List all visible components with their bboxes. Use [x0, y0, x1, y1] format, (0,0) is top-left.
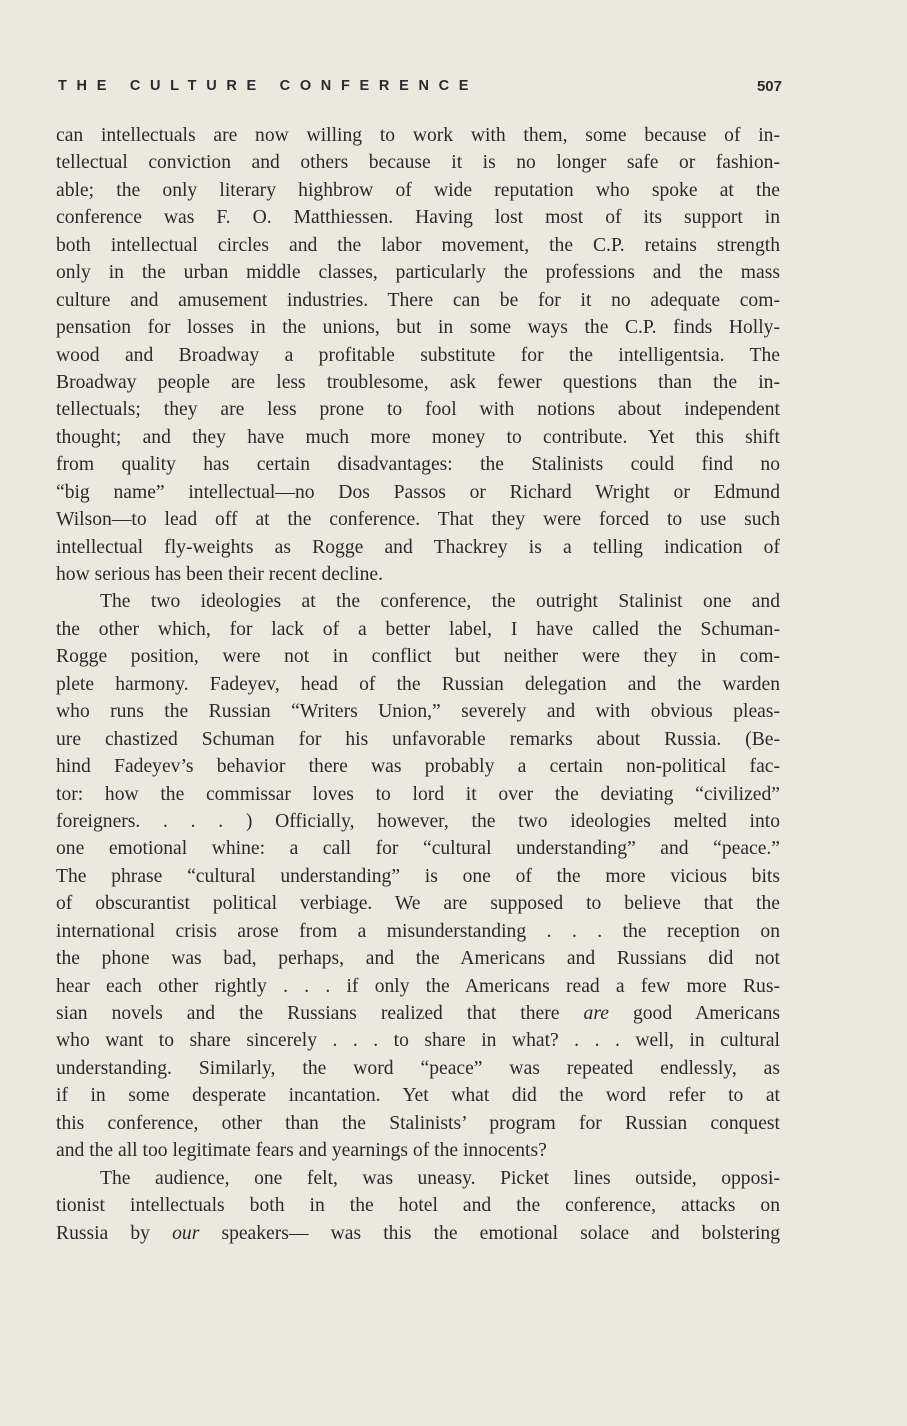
text-line: this conference, other than the Stalinists’ program for Russian conquest [56, 1112, 780, 1134]
text-line: wood and Broadway a profitable substitute for the intelligentsia. The [56, 344, 780, 366]
text-line: thought; and they have much more money to contribute. Yet this shift [56, 426, 780, 448]
text-line: how serious has been their recent decline. [56, 564, 383, 585]
text-line: both intellectual circles and the labor movement, the C.P. retains strength [56, 234, 780, 256]
running-head: THE CULTURE CONFERENCE [58, 78, 479, 94]
text-line: culture and amusement industries. There can be for it no adequate com- [56, 289, 780, 311]
text-line: if in some desperate incantation. Yet what did the word refer to at [56, 1085, 780, 1107]
text-line: can intellectuals are now willing to work with them, some because of in- [56, 125, 780, 146]
text-line: intellectual fly-weights as Rogge and Thackrey is a telling indication of [56, 536, 780, 558]
text-line: tellectuals; they are less prone to fool with notions about independent [56, 399, 780, 421]
body-text [56, 122, 780, 1247]
text-run: sian novels and the Russians realized that there [56, 1003, 584, 1024]
text-line: Broadway people are less troublesome, ask fewer questions than the in- [56, 371, 780, 393]
text-line: The two ideologies at the conference, the outright Stalinist one and [100, 591, 780, 613]
text-line: the other which, for lack of a better label, I have called the Schuman- [56, 618, 780, 640]
text-line: ure chastized Schuman for his unfavorable remarks about Russia. (Be- [56, 728, 780, 750]
text-line: of obscurantist political verbiage. We are supposed to believe that the [56, 893, 780, 915]
text-line: and the all too legitimate fears and yearnings of the innocents? [56, 1140, 547, 1162]
paragraph [56, 588, 780, 1164]
text-line: able; the only literary highbrow of wide reputation who spoke at the [56, 179, 780, 201]
italic-word: our [172, 1222, 200, 1244]
text-line-with-italic [56, 1000, 780, 1027]
text-line: Wilson—to lead off at the conference. That they were forced to use such [56, 509, 780, 531]
paragraph [56, 1165, 780, 1247]
text-line: “big name” intellectual—no Dos Passos or Richard Wright or Edmund [56, 481, 780, 503]
text-line: international crisis arose from a misunderstanding . . . the reception on [56, 920, 780, 942]
italic-word: are [583, 1003, 609, 1024]
text-run: good Americans [608, 1003, 780, 1024]
text-line: The audience, one felt, was uneasy. Picket lines outside, opposi- [100, 1167, 780, 1189]
text-line: who runs the Russian “Writers Union,” severely and with obvious pleas- [56, 701, 780, 723]
text-line: pensation for losses in the unions, but in some ways the C.P. finds Holly- [56, 317, 780, 339]
text-line: plete harmony. Fadeyev, head of the Russian delegation and the warden [56, 673, 780, 695]
page-header [58, 78, 782, 102]
page-number: 507 [756, 78, 782, 95]
text-line: tellectual conviction and others because it is no longer safe or fashion- [56, 152, 780, 174]
text-line: the phone was bad, perhaps, and the Americans and Russians did not [56, 948, 780, 970]
text-line: hear each other rightly . . . if only the Americans read a few more Rus- [56, 975, 780, 997]
text-line: from quality has certain disadvantages: the Stalinists could find no [56, 454, 780, 476]
text-line: only in the urban middle classes, particularly the professions and the mass [56, 262, 780, 284]
text-line: hind Fadeyev’s behavior there was probably a certain non-political fac- [56, 756, 780, 778]
text-line-with-italic [56, 1220, 780, 1247]
text-line: tionist intellectuals both in the hotel and the conference, attacks on [56, 1195, 780, 1217]
text-run: Russia by [56, 1222, 173, 1244]
text-run: speakers— was this the emotional solace and bolstering [199, 1222, 780, 1244]
text-line: who want to share sincerely . . . to share in what? . . . well, in cultural [56, 1030, 780, 1052]
text-line: one emotional whine: a call for “cultural understanding” and “peace.” [56, 838, 780, 860]
text-line: understanding. Similarly, the word “peace” was repeated endlessly, as [56, 1057, 780, 1079]
text-line: Rogge position, were not in conflict but neither were they in com- [56, 646, 780, 668]
text-line: foreigners. . . . ) Officially, however, the two ideologies melted into [56, 810, 780, 832]
paragraph [56, 122, 780, 588]
text-line: tor: how the commissar loves to lord it over the deviating “civilized” [56, 783, 780, 805]
text-line: conference was F. O. Matthiessen. Having lost most of its support in [56, 207, 780, 229]
text-line: The phrase “cultural understanding” is one of the more vicious bits [56, 865, 780, 887]
